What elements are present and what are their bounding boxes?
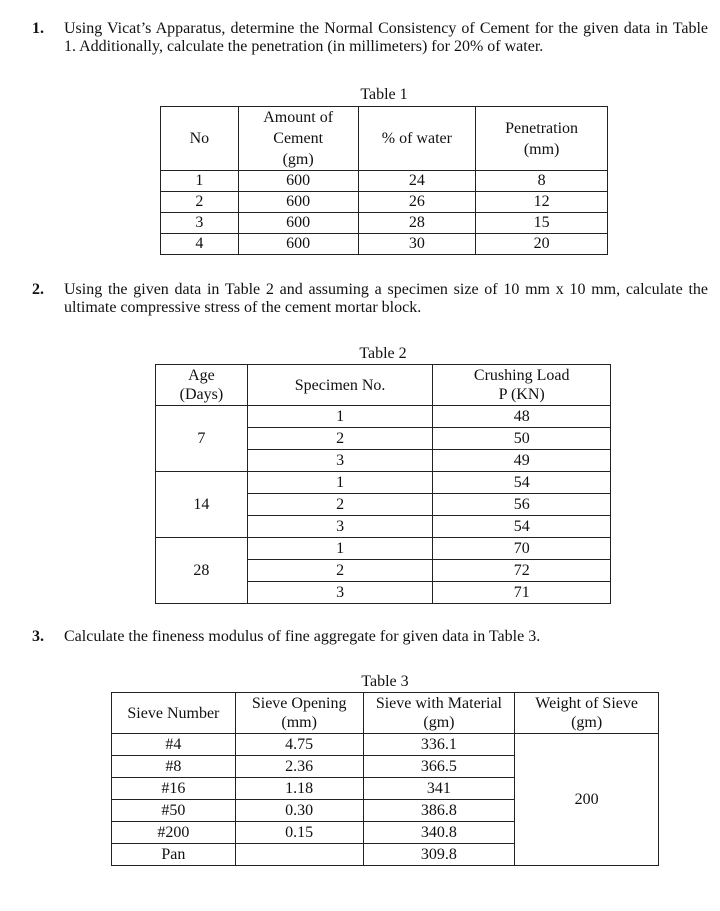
header-percent-water: % of water	[358, 107, 476, 171]
header-sieve-number: Sieve Number	[112, 693, 236, 734]
table-1	[160, 106, 608, 255]
cell: 336.1	[363, 734, 515, 756]
cell: 386.8	[363, 800, 515, 822]
cell: 309.8	[363, 844, 515, 866]
cell: #16	[112, 778, 236, 800]
cell: 600	[238, 171, 358, 192]
header-penetration: Penetration (mm)	[476, 107, 608, 171]
cell: 2	[161, 192, 239, 213]
table-1-caption: Table 1	[360, 86, 408, 103]
cell: 600	[238, 192, 358, 213]
question-text: Using Vicat’s Apparatus, determine the Normal Consistency of Cement for the given data in Table 1. Additionally, calculate the penetration (in millimeters) for 20% of water.	[64, 20, 708, 55]
cell: 1	[247, 538, 433, 560]
table-row	[156, 406, 611, 428]
cell: 1	[247, 472, 433, 494]
header-specimen-no: Specimen No.	[247, 365, 433, 406]
cell: #4	[112, 734, 236, 756]
table-header-row	[161, 107, 608, 171]
table-row	[156, 538, 611, 560]
question-3	[32, 628, 708, 646]
table-3-caption: Table 3	[361, 673, 409, 690]
cell: #8	[112, 756, 236, 778]
table-header-row	[156, 365, 611, 406]
cell: 340.8	[363, 822, 515, 844]
header-no: No	[161, 107, 239, 171]
table-header-row	[112, 693, 659, 734]
header-crushing-load: Crushing Load P (KN)	[433, 365, 611, 406]
cell: 3	[247, 582, 433, 604]
cell: 2.36	[235, 756, 363, 778]
cell: 2	[247, 428, 433, 450]
question-number: 2.	[32, 281, 44, 298]
cell: 54	[433, 516, 611, 538]
question-number: 1.	[32, 20, 44, 37]
cell: 20	[476, 234, 608, 255]
cell: 2	[247, 494, 433, 516]
table-3	[111, 692, 659, 866]
cell: 30	[358, 234, 476, 255]
age-cell: 7	[156, 406, 248, 472]
table-row	[161, 192, 608, 213]
cell: Pan	[112, 844, 236, 866]
table-row	[161, 171, 608, 192]
header-amount-of-cement: Amount of Cement (gm)	[238, 107, 358, 171]
question-2	[32, 281, 708, 317]
question-1	[32, 20, 708, 56]
cell: 341	[363, 778, 515, 800]
table-2	[155, 364, 611, 604]
cell: 24	[358, 171, 476, 192]
cell: 4.75	[235, 734, 363, 756]
cell	[235, 844, 363, 866]
cell: 1.18	[235, 778, 363, 800]
cell: #200	[112, 822, 236, 844]
cell: 600	[238, 234, 358, 255]
table-row	[161, 234, 608, 255]
cell: 366.5	[363, 756, 515, 778]
cell: 8	[476, 171, 608, 192]
cell: 26	[358, 192, 476, 213]
cell: 49	[433, 450, 611, 472]
cell: 50	[433, 428, 611, 450]
cell: 1	[161, 171, 239, 192]
header-sieve-opening: Sieve Opening (mm)	[235, 693, 363, 734]
cell: 70	[433, 538, 611, 560]
cell: 54	[433, 472, 611, 494]
cell: 3	[247, 450, 433, 472]
header-weight-of-sieve: Weight of Sieve (gm)	[515, 693, 659, 734]
cell: 1	[247, 406, 433, 428]
cell: 71	[433, 582, 611, 604]
table-row	[156, 472, 611, 494]
cell: 0.15	[235, 822, 363, 844]
header-sieve-with-material: Sieve with Material (gm)	[363, 693, 515, 734]
cell: #50	[112, 800, 236, 822]
cell: 2	[247, 560, 433, 582]
table-row	[112, 734, 659, 756]
cell: 72	[433, 560, 611, 582]
cell: 56	[433, 494, 611, 516]
header-age: Age (Days)	[156, 365, 248, 406]
cell: 15	[476, 213, 608, 234]
cell: 0.30	[235, 800, 363, 822]
question-number: 3.	[32, 628, 44, 645]
cell: 3	[161, 213, 239, 234]
cell: 48	[433, 406, 611, 428]
table-row	[161, 213, 608, 234]
age-cell: 14	[156, 472, 248, 538]
age-cell: 28	[156, 538, 248, 604]
cell: 28	[358, 213, 476, 234]
table-2-caption: Table 2	[359, 345, 407, 362]
cell: 3	[247, 516, 433, 538]
question-text: Calculate the fineness modulus of fine aggregate for given data in Table 3.	[64, 628, 541, 645]
cell: 12	[476, 192, 608, 213]
cell: 4	[161, 234, 239, 255]
question-text: Using the given data in Table 2 and assuming a specimen size of 10 mm x 10 mm, calculate the ultimate compressive stress of the cement mortar block.	[64, 281, 708, 316]
sieve-weight-cell: 200	[515, 734, 659, 866]
cell: 600	[238, 213, 358, 234]
